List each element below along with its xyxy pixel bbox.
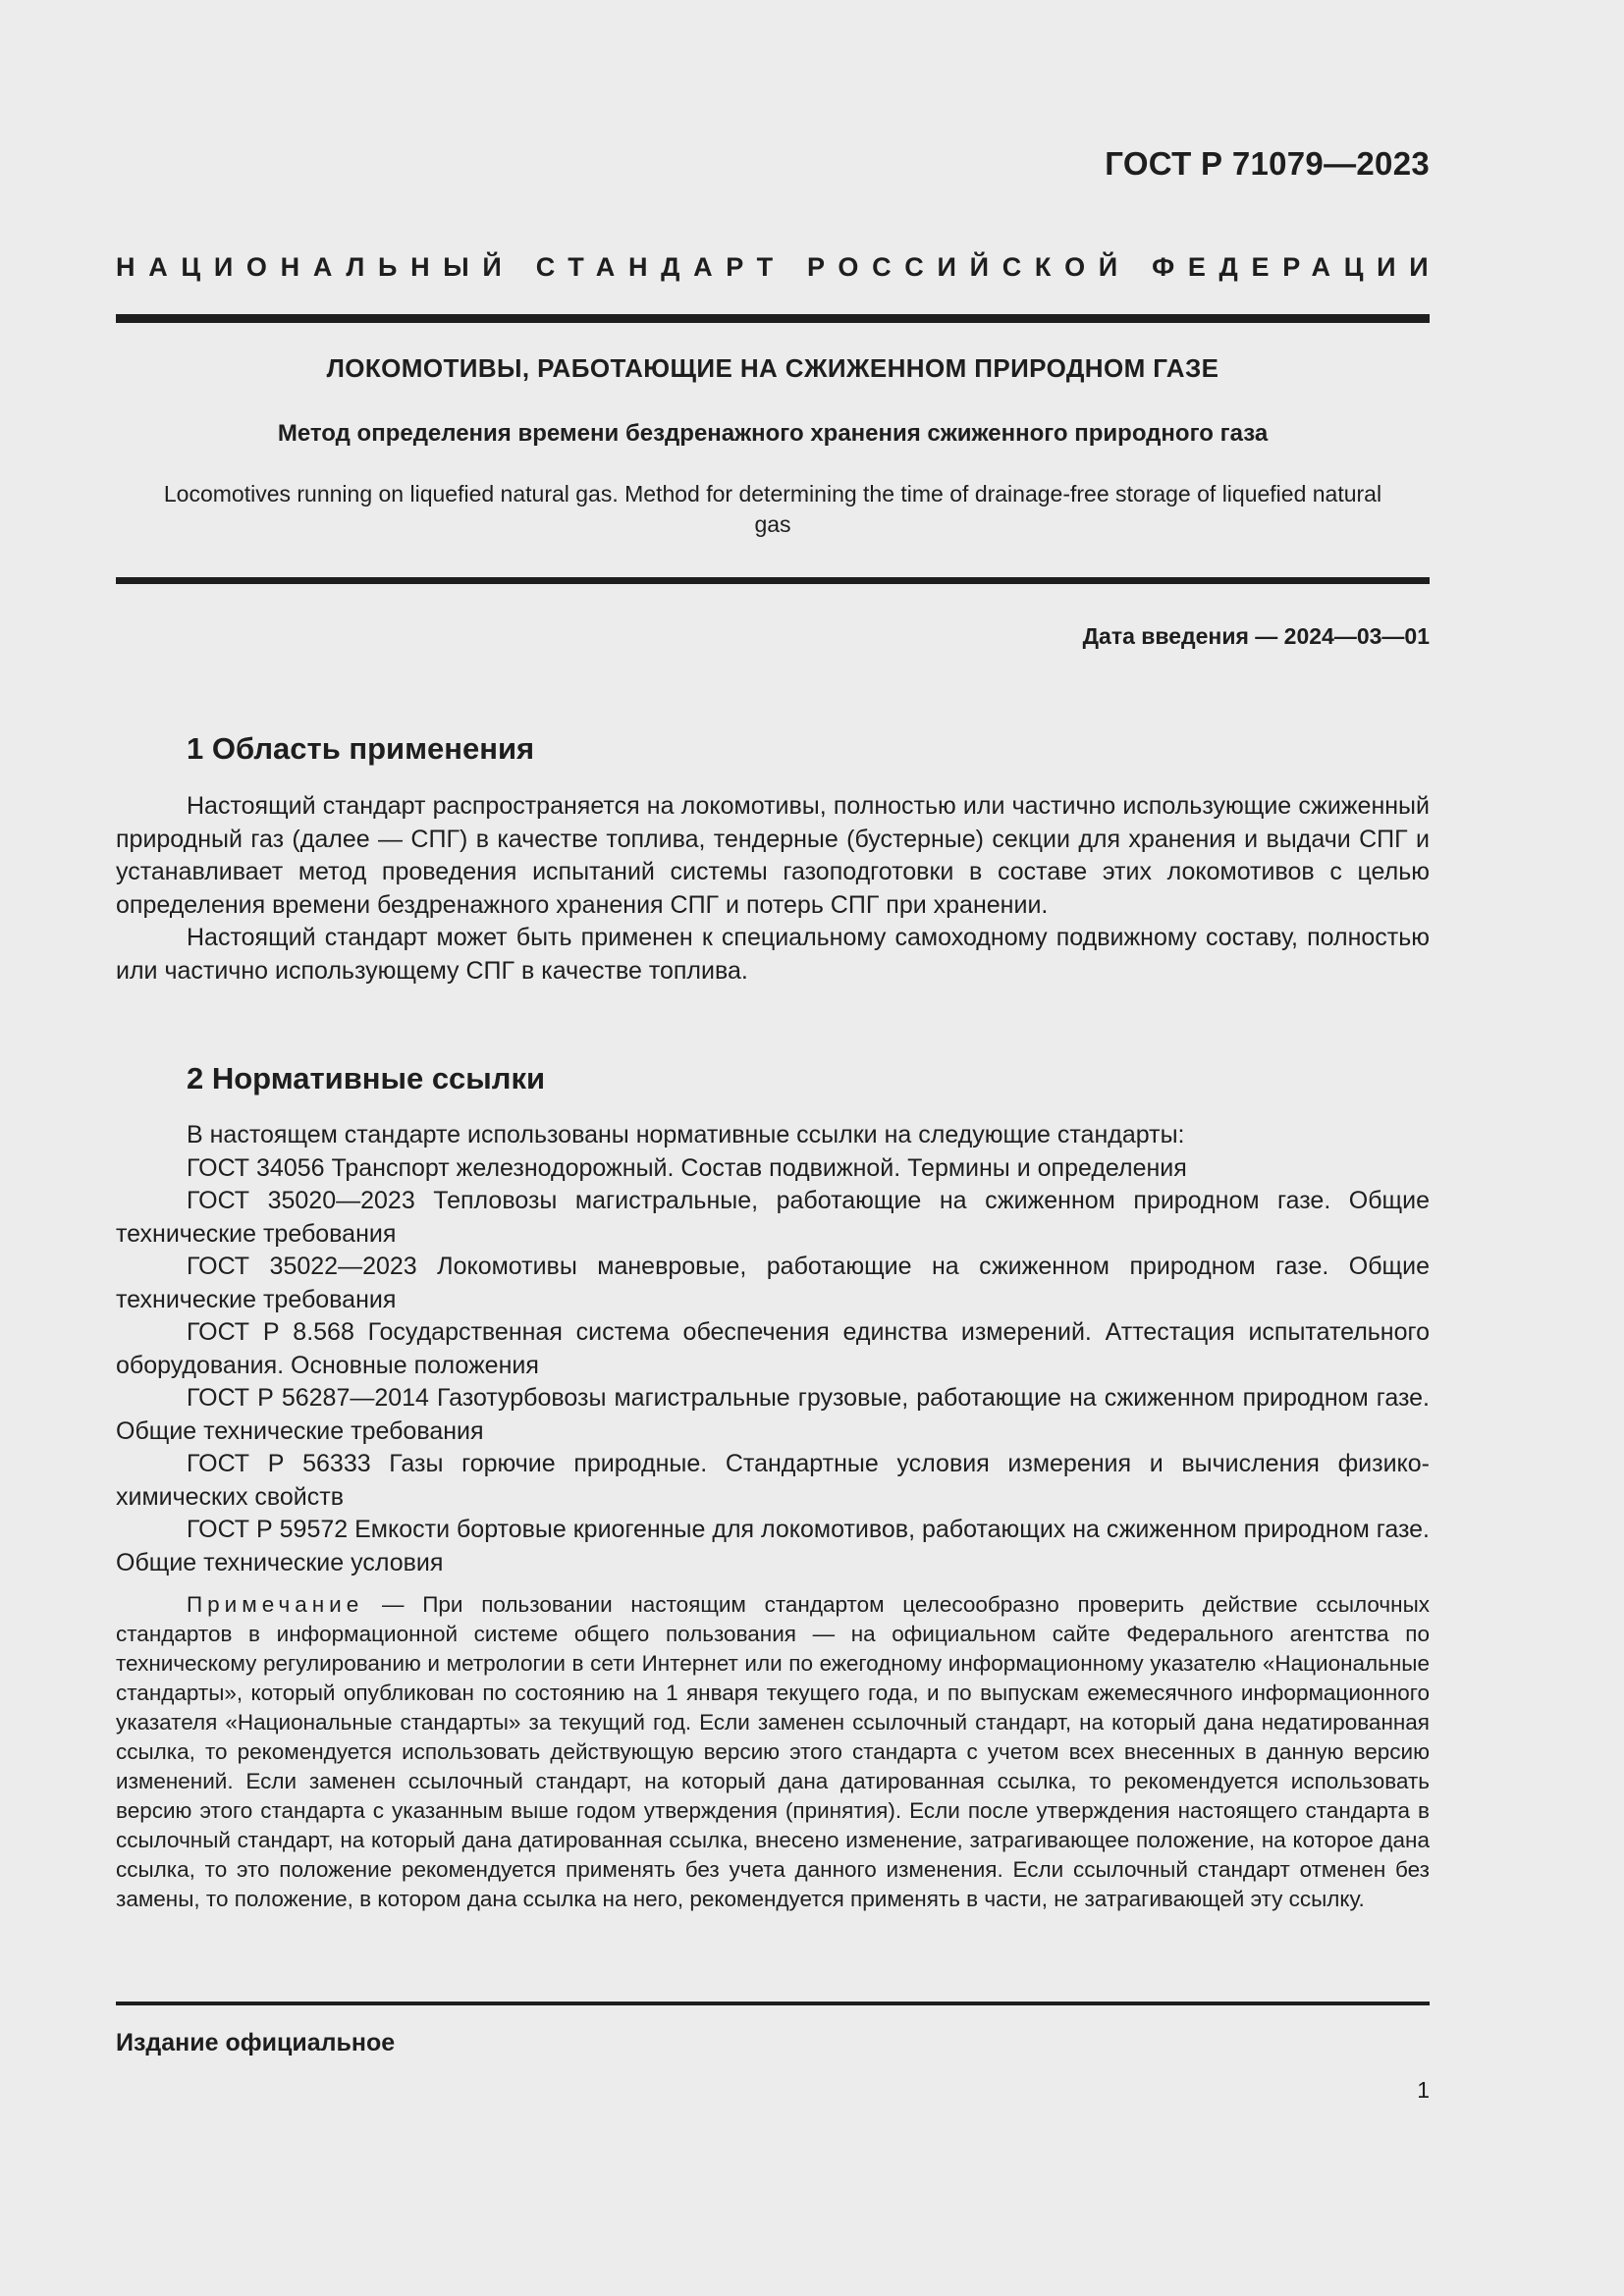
note-text: — При пользовании настоящим стандартом целесообразно проверить действие ссылочных стандартов в информационной системе общего пользования — на официальном сайте Федерального агентства по техническому регулированию и метрологии в сети Интернет или по ежегодному информационному указателю «Национальные стандарты», который опубликован по состоянию на 1 января текущего года, и по выпускам ежемесячного информационного указателя «Национальные стандарты» за текущий год. Если заменен ссылочный стандарт, на который дана недатированная ссылка, то рекомендуется использовать действующую версию этого стандарта с учетом всех внесенных в данную версию изменений. Если заменен ссылочный стандарт, на который дана датированная ссылка, то рекомендуется использовать версию этого стандарта с указанным выше годом утверждения (принятия). Если после утверждения настоящего стандарта в ссылочный стандарт, на который дана датированная ссылка, внесено изменение, затрагивающее положение, на которое дана ссылка, то это положение рекомендуется применять без учета данного изменения. Если ссылочный стандарт отменен без замены, то положение, в котором дана ссылка на него, рекомендуется применять в части, не затрагивающей эту ссылку. (116, 1592, 1430, 1911)
document-subtitle: Метод определения времени бездренажного хранения сжиженного природного газа (277, 420, 1269, 447)
reference-item: ГОСТ 35020—2023 Тепловозы магистральные, работающие на сжиженном природном газе. Общие технические требования (116, 1187, 1430, 1248)
official-edition-label: Издание официальное (116, 2029, 396, 2056)
page-number: 1 (1417, 2077, 1430, 2103)
footer-divider (116, 2002, 1430, 2005)
references-note (116, 1590, 1430, 1914)
document-number: ГОСТ Р 71079—2023 (1105, 145, 1430, 182)
section-1-paragraph: Настоящий стандарт распространяется на локомотивы, полностью или частично использующие сжиженный природный газ (далее — СПГ) в качестве топлива, тендерные (бустерные) секции для хранения и выдачи СПГ и устанавливает метод проведения испытаний системы газоподготовки в составе этих локомотивов с целью определения времени бездренажного хранения СПГ и потерь СПГ при хранении. (116, 792, 1430, 919)
note-paragraph (116, 1590, 1430, 1914)
reference-item: ГОСТ 34056 Транспорт железнодорожный. Состав подвижной. Термины и определения (187, 1153, 1187, 1182)
section-2-body (116, 1119, 1430, 1579)
english-title: Locomotives running on liquefied natural gas. Method for determining the time of drainage-free storage of liquefied natural gas (163, 481, 1382, 537)
reference-item: ГОСТ Р 56287—2014 Газотурбовозы магистральные грузовые, работающие на сжиженном природном газе. Общие технические требования (116, 1384, 1430, 1445)
section-1-body (116, 790, 1430, 988)
note-label: Примечание (187, 1592, 364, 1617)
introduction-date: Дата введения — 2024—03—01 (1082, 623, 1430, 649)
top-divider (116, 314, 1430, 323)
section-2-heading: 2 Нормативные ссылки (187, 1061, 546, 1095)
title-divider (116, 577, 1430, 584)
section-1-heading: 1 Область применения (187, 731, 535, 766)
document-title: ЛОКОМОТИВЫ, РАБОТАЮЩИЕ НА СЖИЖЕННОМ ПРИРОДНОМ ГАЗЕ (326, 353, 1219, 383)
reference-item: ГОСТ Р 8.568 Государственная система обеспечения единства измерений. Аттестация испытательного оборудования. Основные положения (116, 1318, 1430, 1379)
reference-item: ГОСТ 35022—2023 Локомотивы маневровые, работающие на сжиженном природном газе. Общие технические требования (116, 1253, 1430, 1313)
national-standard-banner: НАЦИОНАЛЬНЫЙ СТАНДАРТ РОССИЙСКОЙ ФЕДЕРАЦИИ (116, 252, 1442, 282)
document-page (116, 0, 1442, 2296)
section-1-paragraph: Настоящий стандарт может быть применен к специальному самоходному подвижному составу, полностью или частично использующему СПГ в качестве топлива. (116, 924, 1430, 985)
references-intro: В настоящем стандарте использованы нормативные ссылки на следующие стандарты: (187, 1121, 1185, 1148)
reference-item: ГОСТ Р 56333 Газы горючие природные. Стандартные условия измерения и вычисления физико-химических свойств (116, 1450, 1430, 1511)
reference-item: ГОСТ Р 59572 Емкости бортовые криогенные для локомотивов, работающих на сжиженном природном газе. Общие технические условия (116, 1516, 1430, 1576)
